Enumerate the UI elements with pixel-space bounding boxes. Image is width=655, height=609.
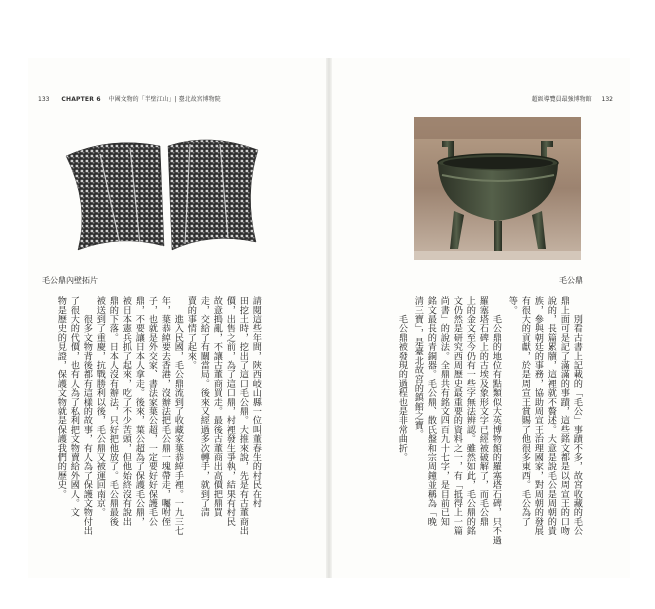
text-column: 毛公鼎被發現的過程也是非常曲折。	[396, 296, 408, 462]
text-column: 文仍然是研究西周歷史最重要的資料之一，有「抵得上一篇	[451, 296, 463, 536]
text-column: 族，參與朝廷的事務，協助周宣王治理國家，對周朝的發展	[532, 296, 544, 536]
text-column: 銘文最長的青銅器。毛公鼎、散氏盤和宗周鐘並稱為「晚	[425, 296, 437, 526]
text-column: 尚書」的說法。全鼎共有銘文四百九十七字，是目前已知	[438, 296, 450, 526]
text-column: 等。	[506, 296, 518, 315]
book-gutter	[326, 58, 332, 578]
text-column: 被送到了重慶，抗戰勝利以後，毛公鼎又被運回南京。	[94, 296, 106, 517]
chapter-label: CHAPTER 6	[61, 96, 101, 103]
left-image-caption: 毛公鼎內壁拓片	[42, 276, 98, 285]
left-page-number: 133	[38, 96, 50, 103]
right-page-number: 132	[601, 96, 613, 103]
text-column: 了很大的代價，也有人為了私利把文物賣給外國人。文	[68, 296, 80, 517]
text-column: 被日本憲兵抓了起來，吃了不少苦頭，但他始終沒有說出	[120, 296, 132, 526]
text-column: 別看古書上記載的「毛公」事蹟不多，故宮收藏的毛公	[571, 296, 583, 536]
text-column: 年，葉恭綽要去香港，沒辦法把毛公鼎一塊帶走，囑咐侄	[159, 296, 171, 526]
right-image-caption: 毛公鼎	[559, 276, 583, 285]
inscription-rubbing-image	[60, 134, 268, 258]
text-column: 走，交給了有關當局。後來又經過多次轉手，就到了清	[198, 296, 210, 517]
left-running-head	[38, 94, 221, 103]
text-column: 賣的事情了起來。	[185, 296, 197, 370]
text-column: 田挖土時，挖出了這口毛公鼎。大推來說，先是有古董商出	[237, 296, 249, 536]
text-column: 物是歷史的見證，保護文物就是保護我們的歷史。	[55, 296, 67, 499]
text-column: 說的，長篇累牘，這裡就不贅述。大意是說毛公是周朝的貴	[545, 296, 557, 536]
text-column: 鼎，不要讓日本人拿走。後來，葉公超為了保護毛公鼎，	[133, 296, 145, 526]
text-column: 價，出售之前，為了這口鼎，村裡發生爭執，結果有村民	[224, 296, 236, 526]
right-running-title: 超級導覽員最強博物館	[531, 96, 592, 103]
text-column: 故意搗亂，不讓古董商買走。最後古董商出高價把鼎買	[211, 296, 223, 517]
text-column: 毛公鼎的地位有點類似大英博物館的羅塞塔石碑，只不過	[490, 296, 502, 545]
text-column: 上的金文至今仍有一些字無法辨認。雖然如此，毛公鼎的銘	[464, 296, 476, 536]
text-column: 請閱這些年間，陝西岐山縣一位叫董春生的村民在村	[250, 296, 262, 508]
text-column: 有很大的貢獻，於是周宣王賞賜了他很多東西。毛公為了	[519, 296, 531, 526]
text-column: 鼎上面可是記了滿滿的事蹟，這些銘文都是以周宣王的口吻	[558, 296, 570, 536]
right-running-head	[532, 94, 613, 103]
text-column: 羅塞塔石碑上的古埃及象形文字已經被破解了，而毛公鼎	[477, 296, 489, 526]
left-running-title: 中國文物的「半壁江山」| 臺北故宮博物院	[108, 96, 221, 103]
text-column: 清三寶」，是臺北故宮的鎮館之寶。	[412, 296, 424, 439]
text-column: 鼎的下落。日本人沒有辦法，只好把他放了。毛公鼎最後	[107, 296, 119, 526]
text-column: 進入民國，毛公鼎流到了收藏家葉恭綽手裡。一九三七	[172, 296, 184, 536]
bronze-ding-photo	[414, 117, 581, 260]
text-column: 很多文物背後都有這樣的故事，有人為了保護文物付出	[81, 296, 93, 536]
text-column: 子，也就是外交家、書法家葉公超，一定要好好保護毛公	[146, 296, 158, 526]
